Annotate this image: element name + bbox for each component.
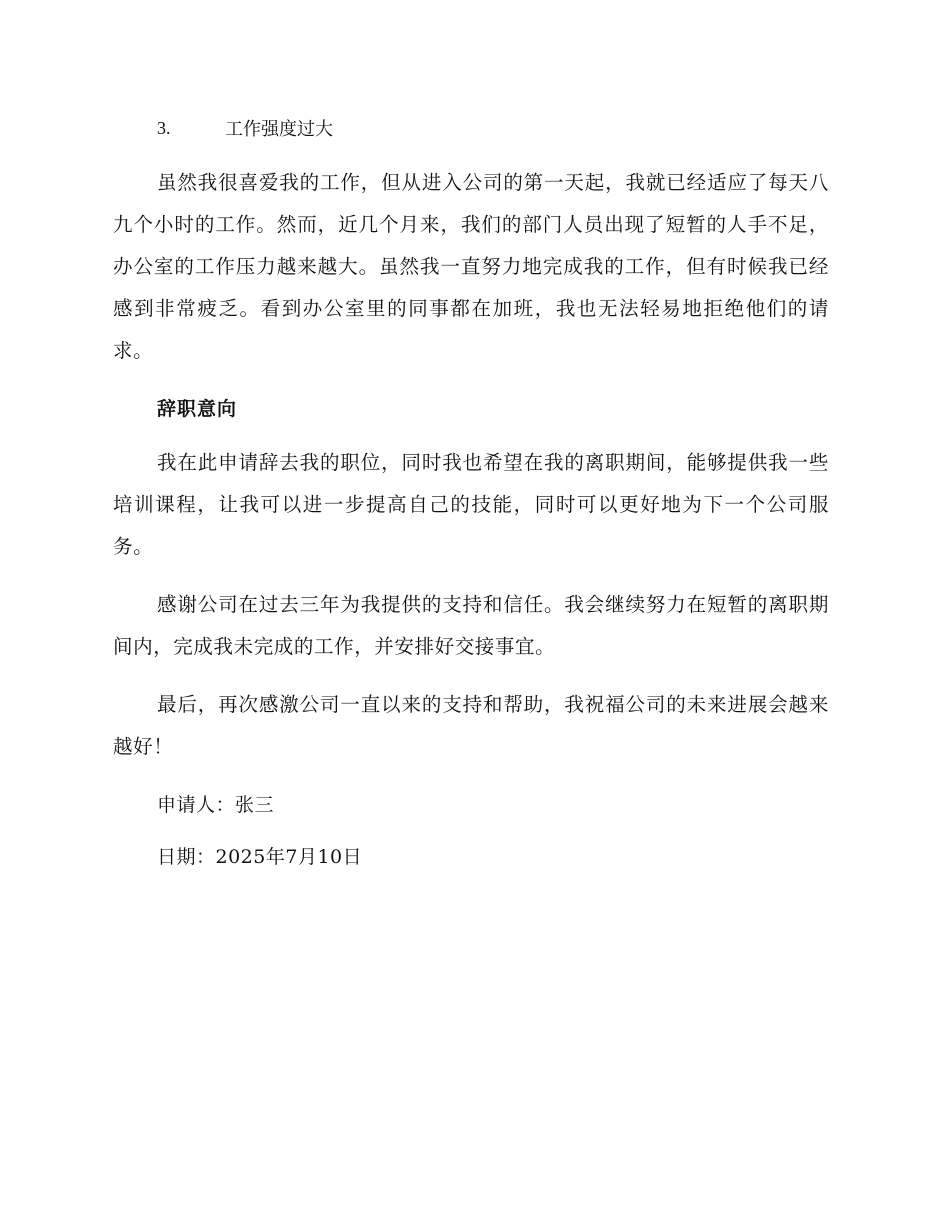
paragraph-resignation-request: 我在此申请辞去我的职位，同时我也希望在我的离职期间，能够提供我一些培训课程，让我可以进一步提高自己的技能，同时可以更好地为下一个公司服务。 (113, 451, 829, 558)
paragraph-workload: 虽然我很喜爱我的工作，但从进入公司的第一天起，我就已经适应了每天八九个小时的工作。然而，近几个月来，我们的部门人员出现了短暂的人手不足，办公室的工作压力越来越大。虽然我一直努力地完成我的工作，但有时候我已经感到非常疲乏。看到办公室里的同事都在加班，我也无法轻易地拒绝他们的请求。 (113, 171, 829, 362)
section-heading-3 (113, 108, 829, 148)
document-body (113, 108, 829, 888)
resignation-intent-heading: 辞职意向 (157, 398, 238, 420)
signature-date: 日期：2025年7月10日 (157, 846, 363, 868)
paragraph-closing: 最后，再次感激公司一直以来的支持和帮助，我祝福公司的未来进展会越来越好！ (113, 693, 829, 758)
section-number: 3. (157, 117, 171, 138)
applicant-signature: 申请人：张三 (157, 794, 275, 816)
paragraph-thanks: 感谢公司在过去三年为我提供的支持和信任。我会继续努力在短暂的离职期间内，完成我未完成的工作，并安排好交接事宜。 (113, 593, 829, 658)
section-title: 工作强度过大 (225, 119, 333, 140)
